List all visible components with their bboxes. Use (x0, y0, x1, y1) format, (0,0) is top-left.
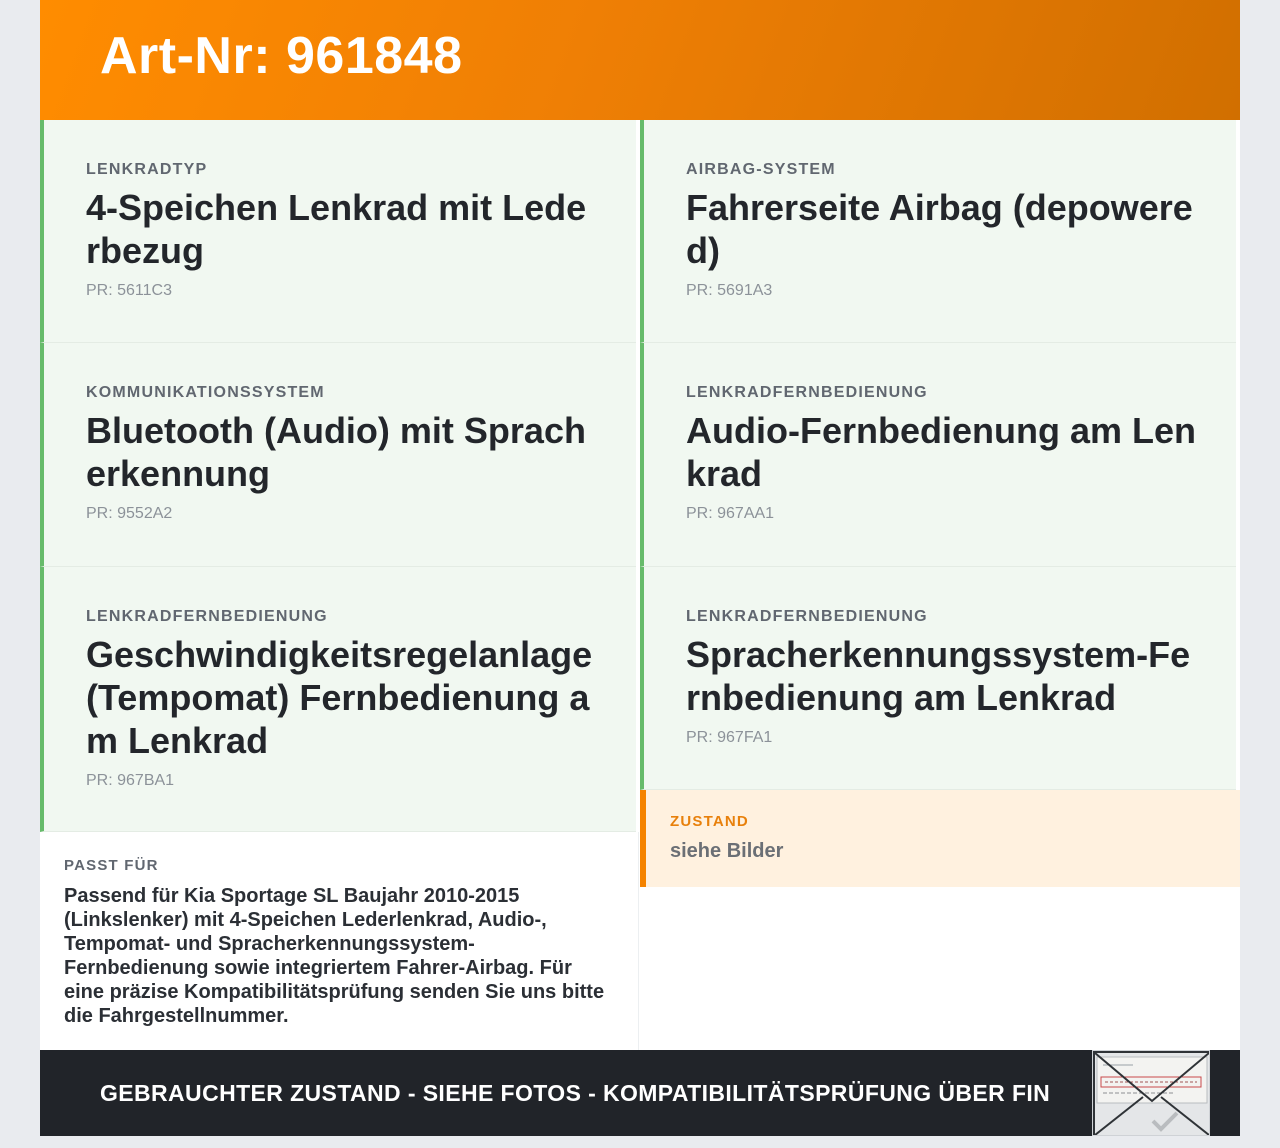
condition-value: siehe Bilder (670, 840, 784, 862)
spec-value: 4-Speichen Lenkrad mit Lederbezug (86, 187, 587, 271)
spec-pr-code: PR: 967FA1 (686, 729, 773, 746)
spec-card-steering-wheel-type (40, 120, 636, 343)
spec-label: LENKRADTYP (86, 161, 208, 178)
spec-value: Geschwindigkeitsregelanlage (Tempomat) Fernbedienung am Lenkrad (86, 634, 593, 761)
spec-card-communication-system (40, 343, 636, 567)
spec-pr-code: PR: 967AA1 (686, 505, 775, 522)
spec-value: Fahrerseite Airbag (depowered) (686, 187, 1193, 271)
spec-label: LENKRADFERNBEDIENUNG (686, 384, 928, 401)
spec-value: Audio-Fernbedienung am Lenkrad (686, 410, 1196, 494)
spec-label: KOMMUNIKATIONSSYSTEM (86, 384, 325, 401)
spec-value: Spracherkennungssystem-Fernbedienung am Lenkrad (686, 634, 1191, 718)
spec-card-voice-recognition-remote (640, 567, 1236, 790)
fits-section (40, 832, 639, 1050)
spec-card-audio-remote (640, 343, 1236, 567)
spec-card-cruise-control-remote (40, 567, 636, 832)
fits-label: PASST FÜR (64, 857, 159, 874)
spec-label: LENKRADFERNBEDIENUNG (686, 608, 928, 625)
spec-value: Bluetooth (Audio) mit Spracherkennung (86, 410, 586, 494)
fits-text: Passend für Kia Sportage SL Baujahr 2010-2015 (Linkslenker) mit 4-Speichen Lederlenkrad, Audio-, Tempomat- und Spracherkennungssystem-Fernbedienung sowie integriertem Fahrer-Airbag. Für eine präzise Kompatibilitätsprüfung senden Sie uns bitte die Fahrgestellnummer. (64, 885, 605, 1027)
spec-label: LENKRADFERNBEDIENUNG (86, 608, 328, 625)
spec-pr-code: PR: 9552A2 (86, 505, 173, 522)
spec-pr-code: PR: 5691A3 (686, 282, 773, 299)
condition-box (640, 790, 1240, 887)
envelope-icon[interactable] (1092, 1050, 1210, 1136)
spec-pr-code: PR: 967BA1 (86, 772, 175, 789)
condition-label: ZUSTAND (670, 813, 749, 830)
spec-label: AIRBAG-SYSTEM (686, 161, 836, 178)
footer-text: GEBRAUCHTER ZUSTAND - SIEHE FOTOS - KOMPATIBILITÄTSPRÜFUNG ÜBER FIN (100, 1080, 1051, 1106)
spec-card-airbag-system (640, 120, 1236, 343)
article-number-title: Art-Nr: 961848 (100, 27, 463, 85)
spec-pr-code: PR: 5611C3 (86, 282, 172, 299)
header-bar (40, 0, 1240, 120)
product-sheet (40, 0, 1240, 1136)
footer-bar (40, 1050, 1240, 1136)
